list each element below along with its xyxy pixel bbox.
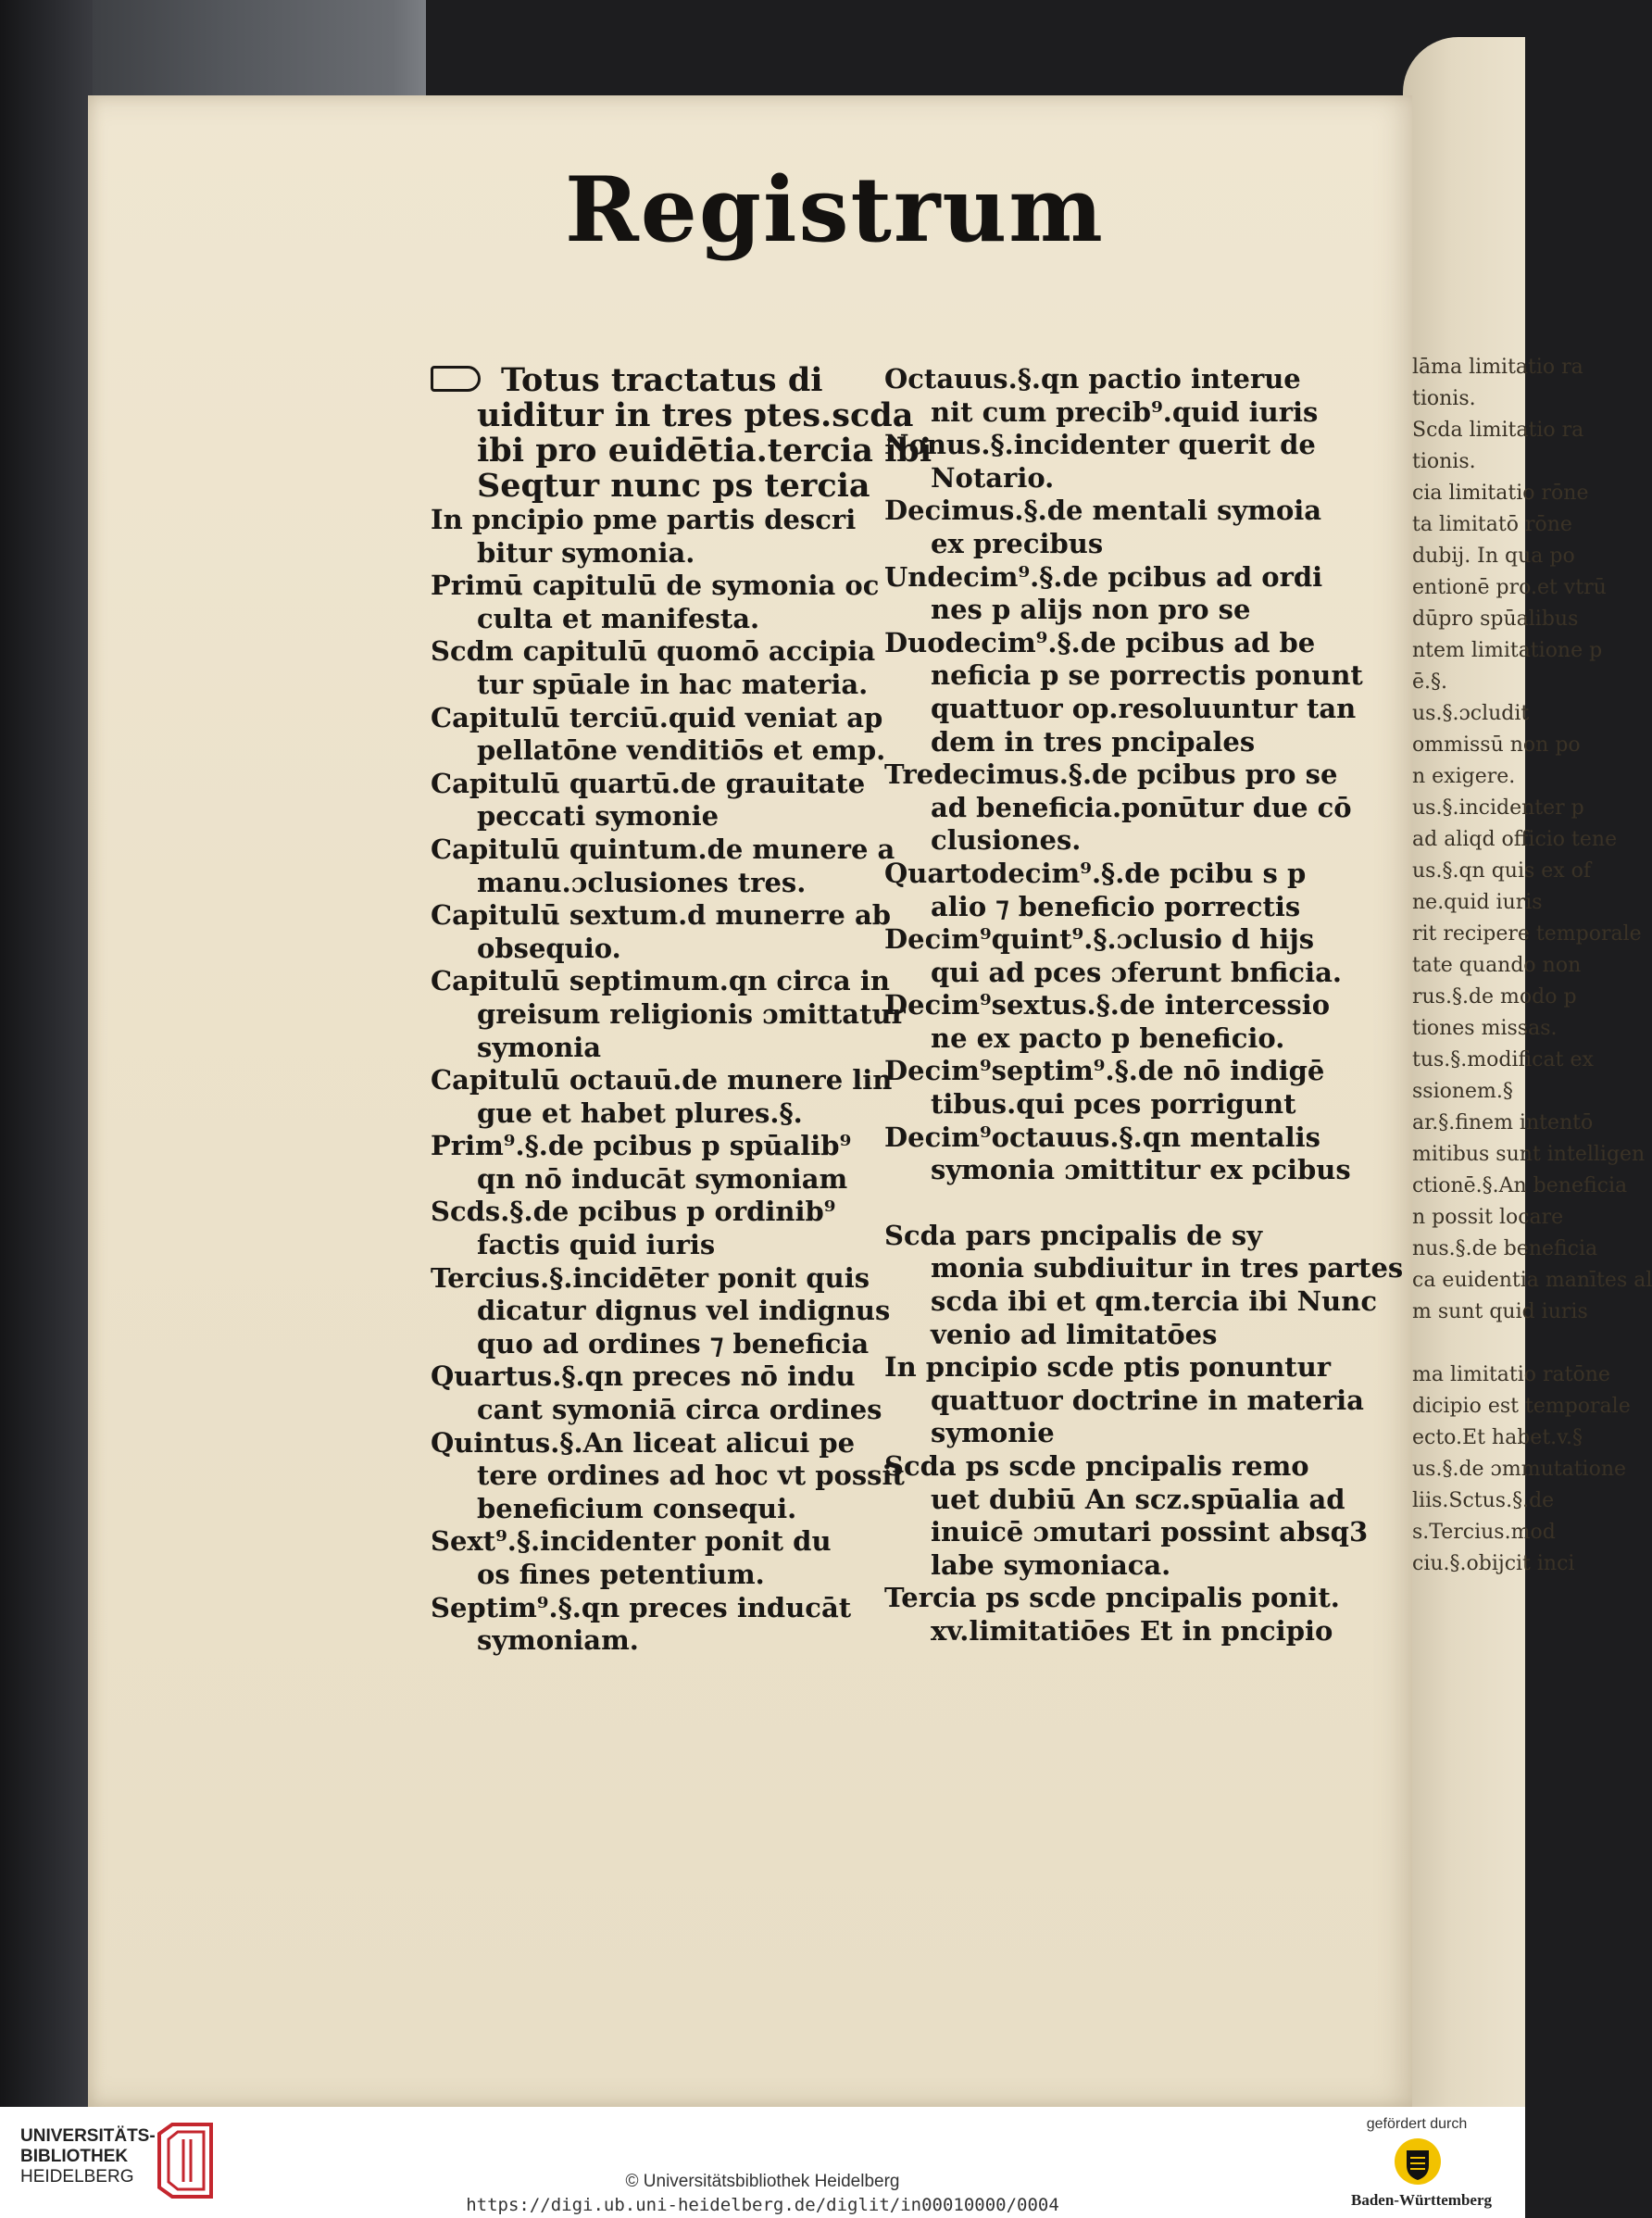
facing-page-line: mitibus sunt intelligen [1412,1143,1646,1166]
register-entry [431,833,895,899]
register-entry-line: greisum religionis ɔmittatur [477,997,906,1030]
register-entry-line: Quartus.§.qn preces nō indu [431,1360,856,1393]
facing-page-line: nus.§.de beneficia [1412,1237,1598,1260]
register-entry [884,1219,1404,1351]
register-entry-line: quattuor op.resoluuntur tan [931,692,1357,724]
register-entry-line: In pncipio scde ptis ponuntur [884,1351,1332,1384]
register-entry-line: Duodecim⁹.§.de pcibus ad be [884,626,1316,658]
facing-page-line: rus.§.de modo p [1412,985,1577,1009]
permalink-url[interactable]: https://digi.ub.uni-heidelberg.de/diglit/in00010000/0004 [466,2195,1059,2215]
register-entry [431,635,876,701]
facing-page-line: ne.quid iuris [1412,891,1543,914]
register-entry-line: Capitulū sextum.d munerre ab [431,899,892,932]
register-entry [431,701,886,768]
register-entry [884,989,1331,1055]
register-entry-line: Capitulū octauū.de munere lin [431,1064,893,1096]
register-entry [884,1121,1351,1187]
facing-page-line [1412,1328,1527,1360]
facing-page-line: dicipio est temporale [1412,1395,1631,1418]
register-entry-line: qui ad pces ɔferunt bnficia. [931,956,1342,988]
register-entry-line: Scdm capitulū quomō accipia [431,635,876,668]
register-entry-line: Primū capitulū de symonia oc [431,570,880,602]
funder-name: Baden-Württemberg [1350,2191,1493,2209]
register-entry-line: nes p alijs non pro se [931,594,1251,626]
facing-page-line: ecto.Et habet.v.§ [1412,1426,1583,1449]
facing-page-line: ca euidentia manītes al [1412,1269,1652,1292]
register-entry [431,1360,882,1426]
register-entry-line: Nonus.§.incidenter querit de [884,429,1316,461]
facing-page-line: ar.§.finem intentō [1412,1111,1594,1134]
facing-page-line: rit recipere temporale [1412,922,1642,946]
scan-background-left [0,0,93,2107]
register-entry [884,1450,1369,1582]
facing-page-line: cia limitatio rōne [1412,482,1589,505]
facing-page-line: us.§.qn quis ex of [1412,859,1592,883]
facing-page-line: us.§.incidenter p [1412,796,1584,820]
register-entry-line: symonia [477,1031,602,1063]
register-entry-line: Scda ps scde pncipalis remo [884,1450,1309,1482]
facing-page-line: lāma limitatio ra [1412,356,1583,379]
register-entry [884,495,1320,560]
register-entry-line: xv.limitatiōes Et in pncipio [931,1614,1333,1647]
register-entry-line: uiditur in tres ptes.scda [477,396,914,434]
state-seal-icon [1394,2137,1442,2186]
register-entry [884,363,1320,429]
register-entry-line: Tercius.§.incidēter ponit quis [431,1261,870,1294]
facing-page-line: ta limitatō rōne [1412,513,1572,536]
register-entry [884,1351,1364,1450]
register-entry-line: Seqtur nunc ps tercia [477,467,870,505]
pointing-hand-icon [431,366,481,392]
register-entry-line: symoniam. [477,1624,639,1657]
register-entry [884,626,1363,758]
facing-page-line: Scda limitatio ra [1412,419,1584,442]
register-entry-line: symonie [931,1417,1055,1449]
register-entry-line: culta et manifesta. [477,602,760,634]
facing-page-text [1412,352,1652,1580]
register-entry-line: Totus tractatus dі [431,363,870,398]
register-entry-line: ad beneficia.ponūtur due cō [931,791,1352,823]
funded-by-label: gefördert durch [1366,2116,1468,2132]
register-entry-line: ex precibus [931,527,1104,559]
register-entry-line: Tercia ps scde pncipalis ponit. [884,1582,1340,1614]
register-entry-line: Capitulū septimum.qn circa in [431,965,890,997]
register-entry-line: Tredecimus.§.de pcibus pro se [884,758,1338,791]
register-entry [431,504,870,570]
facing-page-line: ommissū non po [1412,733,1581,757]
facing-page-line: us.§.de ɔmmutatione [1412,1458,1627,1481]
register-column-right [884,363,1404,1648]
register-entry-line: qn nō inducāt symoniam [477,1162,848,1195]
register-entry [431,768,870,833]
register-entry-line: monia subdiuitur in tres partes [931,1252,1404,1284]
register-entry [884,923,1342,989]
register-entry-line: Quartodecim⁹.§.de pcibu s p [884,857,1307,889]
register-entry-line: Octauus.§.qn pactio interue [884,363,1301,395]
register-entry-line: Decim⁹quint⁹.§.ɔclusio d hijs [884,923,1315,956]
facing-page-line: tus.§.modificat ex [1412,1048,1594,1071]
register-column-left [431,361,932,1658]
register-entry-line: Prim⁹.§.de pcibus p spūalib⁹ [431,1130,852,1162]
register-entry-line: pellatōne venditiōs et emp. [477,734,886,767]
register-entry-line: Capitulū terciū.quid veniat ap [431,701,883,733]
facing-page-line: ē.§. [1412,670,1448,694]
register-entry-line: Undecim⁹.§.de pcibus ad ordi [884,560,1323,593]
register-entry-line: ibi pro euidētia.tercia ibi [477,432,932,470]
register-entry [431,899,892,965]
facing-page-line: s.Tercius.mod [1412,1521,1556,1544]
facing-page-line: ciu.§.obijcit inci [1412,1552,1575,1575]
register-entry-line: clusiones. [931,824,1082,857]
register-entry-line: Quintus.§.An liceat alicui pe [431,1426,856,1459]
register-entry-line: uet dubiū An scz.spūalia ad [931,1483,1345,1515]
facing-page-line: ad aliqd officio tene [1412,828,1618,851]
facing-page-line: tionis. [1412,387,1476,410]
register-entry-line: ne ex pacto p beneficio. [931,1021,1285,1054]
facing-page-line: m sunt quid iuris [1412,1300,1588,1323]
register-entry-line: gue et habet plures.§. [477,1096,803,1129]
register-entry-line: Scds.§.de pcibus p ordinib⁹ [431,1196,836,1228]
facing-page-line: n possit locare [1412,1206,1564,1229]
library-name-line2: BIBLIOTHEK [20,2147,129,2166]
register-entry [884,560,1323,627]
facing-page-line: tate quando non [1412,954,1582,977]
register-entry-line: scda ibi et qm.tercia ibi Nunc [931,1285,1377,1318]
register-entry [431,570,880,635]
register-entry-line: Capitulū quartū.de grauitate [431,767,866,799]
register-entry-line: quo ad ordines ⁊ beneficia [477,1327,870,1360]
register-entry-line: tere ordines ad hoc vt possit [477,1460,905,1492]
register-entry [431,1196,870,1261]
register-entry [431,1261,891,1361]
register-entry-line: Sext⁹.§.incidenter ponit du [431,1525,832,1558]
facing-page-line: tionis. [1412,450,1476,473]
facing-page-line: ctionē.§.An beneficia [1412,1174,1628,1197]
register-entry-line: dem in tres pncipales [931,725,1256,758]
facing-page-line: dubij. In qua po [1412,545,1575,568]
register-entry-line: neficia p se porrectis ponunt [931,659,1363,692]
register-entry-line: tur spūale in hac materia. [477,668,869,700]
facing-page-line: n exigere. [1412,765,1516,788]
facing-page-line: dūpro spūalibus [1412,608,1579,631]
facing-page-edge [1403,37,1652,2107]
facing-page-line: ntem limitatione p [1412,639,1603,662]
page-title: Registrum [565,157,1105,262]
register-entry-line: tibus.qui pces porrigunt [931,1088,1296,1121]
library-name-line1: UNIVERSITÄTS- [20,2126,156,2146]
register-entry [884,1582,1340,1648]
register-entry-line: manu.ɔclusiones tres. [477,866,807,898]
facing-page-line: us.§.ɔcludit [1412,702,1530,725]
register-entry-line: Decim⁹septim⁹.§.de nō indigē [884,1055,1325,1087]
register-entry-line: Scda pars pncipalis de sy [884,1219,1263,1251]
register-entry-line: dicatur dignus vel indignus [477,1295,891,1327]
register-entry-line: Capitulū quintum.de munere a [431,833,895,865]
register-entry-line: inuicē ɔmutari possint absq3 [931,1516,1369,1548]
register-entry-line: nit cum precib⁹.quid iuris [931,395,1319,428]
register-entry-line: quattuor doctrine in materia [931,1384,1364,1416]
register-entry-line: labe symoniaca. [931,1548,1171,1581]
copyright-notice: © Universitätsbibliothek Heidelberg [625,2172,900,2191]
register-entry [431,1064,893,1130]
register-entry-line: peccati symonie [477,800,720,833]
library-name-line3: HEIDELBERG [20,2167,134,2187]
register-entry-line: os fines petentium. [477,1559,765,1590]
register-entry-line: bitur symonia. [477,536,695,569]
register-entry [884,1055,1325,1121]
facing-page-line: entionē pro.et vtrū [1412,576,1607,599]
register-entry-line: In pncipio pme partis descri [431,504,857,535]
register-entry [431,1130,870,1196]
register-entry [884,858,1320,923]
register-entry [431,1592,870,1658]
register-entry-line: Septim⁹.§.qn preces inducāt [431,1591,852,1623]
register-entry-line: alio ⁊ beneficio porrectis [931,890,1301,922]
facing-page-line: ssionem.§ [1412,1080,1513,1103]
register-entry [431,1426,905,1526]
register-entry-line: obsequio. [477,932,621,964]
register-entry [884,429,1320,495]
entry-spacer [884,1187,1320,1220]
facing-page-line: tiones missas. [1412,1017,1558,1040]
register-entry [431,965,906,1064]
register-entry-line: factis quid iuris [477,1229,716,1261]
register-entry-line: beneficium consequi. [477,1492,797,1524]
register-entry-line: cant symoniā circa ordines [477,1394,882,1426]
register-entry-line: Decim⁹octauus.§.qn mentalis [884,1121,1320,1153]
facing-page-line: liis.Sctus.§.de [1412,1489,1555,1512]
register-entry-line: symonia ɔmittitur ex pcibus [931,1154,1351,1186]
register-entry-line: venio ad limitatōes [931,1318,1218,1350]
facing-page-line: ma limitatio ratōne [1412,1363,1610,1386]
register-entry [884,758,1352,858]
register-entry-line: Notario. [931,461,1055,494]
register-entry-line: Decim⁹sextus.§.de intercessio [884,989,1331,1021]
register-entry-line: Decimus.§.de mentali symoia [884,495,1322,527]
register-entry [431,1525,870,1591]
register-entry [431,361,932,505]
